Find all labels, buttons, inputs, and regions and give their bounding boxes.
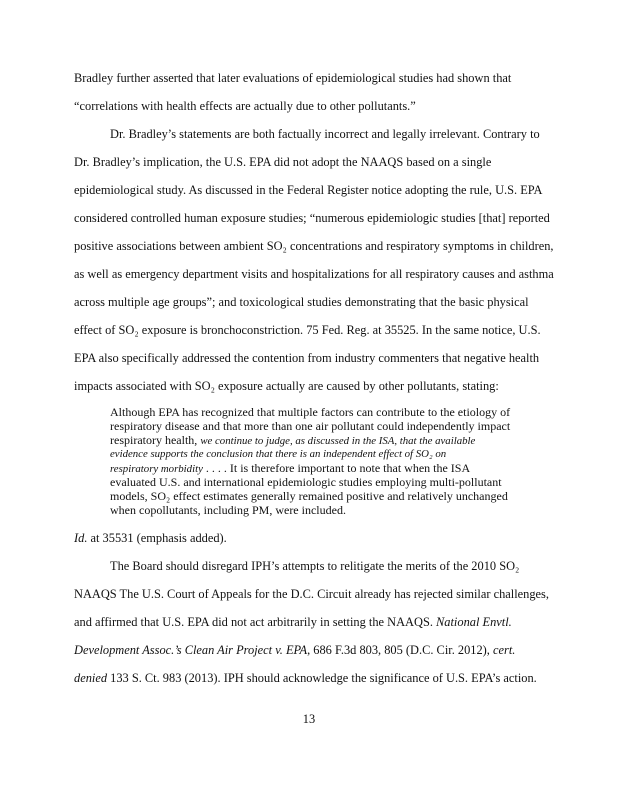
citation-text: , 686 F.3d 803, 805 (D.C. Cir. 2012), [307, 643, 494, 657]
body-line: as well as emergency department visits and hospitalizations for all respiratory causes and asthma [74, 267, 554, 281]
denied-label: denied [74, 671, 108, 685]
emphasized-text: we continue to judge, as discussed in the ISA, that the available [200, 435, 476, 447]
citation-text: at 35531 (emphasis added). [87, 531, 227, 545]
citation-line [74, 530, 594, 546]
quote-text: . . . . It is therefore important to note that when the ISA [202, 461, 471, 475]
body-line: The Board should disregard IPH’s attempts to relitigate the merits of the 2010 SO₂ [110, 559, 520, 573]
quote-line: when copollutants, including PM, were included. [110, 503, 346, 517]
body-line: Dr. Bradley’s statements are both factually incorrect and legally irrelevant. Contrary to [110, 127, 540, 141]
quote-line: models, SO₂ effect estimates generally remained positive and relatively unchanged [110, 489, 508, 503]
quote-line-emphasized: evidence supports the conclusion that there is an independent effect of SO₂ on [110, 448, 447, 460]
body-text: and affirmed that U.S. EPA did not act arbitrarily in setting the NAAQS. [74, 615, 437, 629]
page-number: 13 [302, 712, 316, 726]
emphasized-text: respiratory morbidity [110, 463, 203, 475]
body-line: impacts associated with SO₂ exposure actually are caused by other pollutants, stating: [74, 379, 499, 393]
body-line: considered controlled human exposure studies; “numerous epidemiologic studies [that] reported [74, 211, 550, 225]
body-line: EPA also specifically addressed the contention from industry commenters that negative health [74, 351, 540, 365]
quote-line: Although EPA has recognized that multiple factors can contribute to the etiology of [110, 405, 511, 419]
body-line: epidemiological study. As discussed in the Federal Register notice adopting the rule, U.S. EPA [74, 183, 543, 197]
case-name: National Envtl. [436, 615, 512, 629]
id-citation: Id. [74, 531, 88, 545]
body-line: NAAQS The U.S. Court of Appeals for the D.C. Circuit already has rejected similar challenges, [74, 587, 549, 601]
body-line [74, 670, 594, 686]
body-line: “correlations with health effects are actually due to other pollutants.” [74, 99, 416, 113]
body-line [74, 614, 594, 630]
body-line: across multiple age groups”; and toxicological studies demonstrating that the basic physical [74, 295, 529, 309]
body-text: 133 S. Ct. 983 (2013). IPH should acknowledge the significance of U.S. EPA’s action. [107, 671, 537, 685]
quote-line [110, 434, 575, 448]
quote-text: respiratory health, [110, 433, 201, 447]
body-line: Dr. Bradley’s implication, the U.S. EPA did not adopt the NAAQS based on a single [74, 155, 492, 169]
body-line [74, 642, 594, 658]
case-name: Development Assoc.’s Clean Air Project v. EPA [74, 643, 308, 657]
body-line: Bradley further asserted that later evaluations of epidemiological studies had shown that [74, 71, 512, 85]
cert-label: cert. [493, 643, 516, 657]
body-line: effect of SO₂ exposure is bronchoconstriction. 75 Fed. Reg. at 35525. In the same notice, U.S. [74, 323, 541, 337]
quote-line: respiratory disease and that more than one air pollutant could independently impact [110, 419, 511, 433]
quote-line: evaluated U.S. and international epidemiologic studies employing multi-pollutant [110, 475, 502, 489]
body-line: positive associations between ambient SO₂ concentrations and respiratory symptoms in children, [74, 239, 554, 253]
